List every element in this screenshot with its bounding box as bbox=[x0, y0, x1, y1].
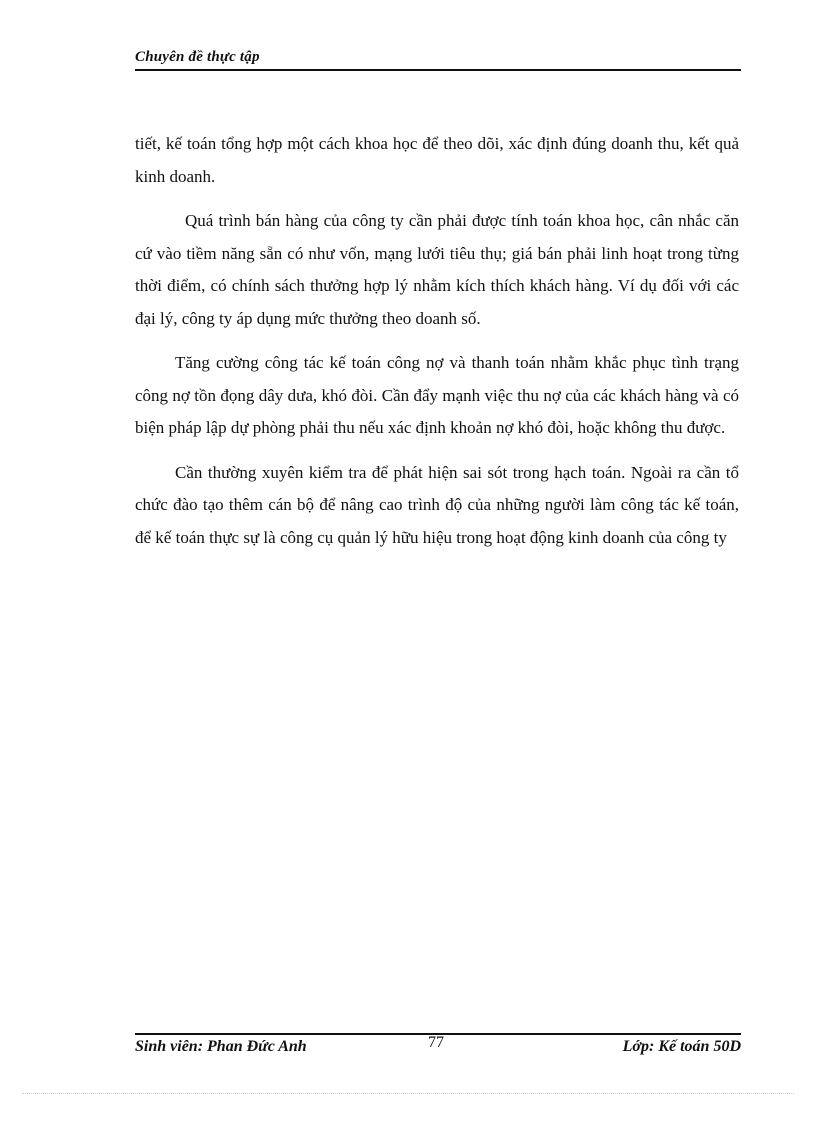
header-title: Chuyên đề thực tập bbox=[135, 49, 260, 65]
paragraph-1: tiết, kế toán tổng hợp một cách khoa học để theo dõi, xác định đúng doanh thu, kết quả kinh doanh. bbox=[135, 134, 739, 186]
paragraph-2: Quá trình bán hàng của công ty cần phải được tính toán khoa học, cân nhắc căn cứ vào tiềm năng sẵn có như vốn, mạng lưới tiêu thụ; giá bán phải linh hoạt trong từng thời điểm, có chính sách thưởng hợp lý nhằm kích thích khách hàng. Ví dụ đối với các đại lý, công ty áp dụng mức thưởng theo doanh số. bbox=[135, 211, 739, 328]
footer-class-name: Lớp: Kế toán 50D bbox=[622, 1038, 741, 1055]
document-body bbox=[135, 128, 739, 566]
paragraph-3: Tăng cường công tác kế toán công nợ và thanh toán nhằm khắc phục tình trạng công nợ tồn đọng dây dưa, khó đòi. Cần đẩy mạnh việc thu nợ của các khách hàng và có biện pháp lập dự phòng phải thu nếu xác định khoản nợ khó đòi, hoặc không thu được. bbox=[135, 353, 739, 437]
paragraph-4: Cần thường xuyên kiểm tra để phát hiện sai sót trong hạch toán. Ngoài ra cần tổ chức đào tạo thêm cán bộ để nâng cao trình độ của những người làm công tác kế toán, để kế toán thực sự là công cụ quản lý hữu hiệu trong hoạt động kinh doanh của công ty bbox=[135, 462, 739, 547]
header-divider bbox=[135, 69, 741, 71]
footer-student-name: Sinh viên: Phan Đức Anh bbox=[135, 1038, 307, 1055]
page-number: 77 bbox=[428, 1034, 444, 1051]
bottom-dotted-border bbox=[22, 1093, 794, 1094]
